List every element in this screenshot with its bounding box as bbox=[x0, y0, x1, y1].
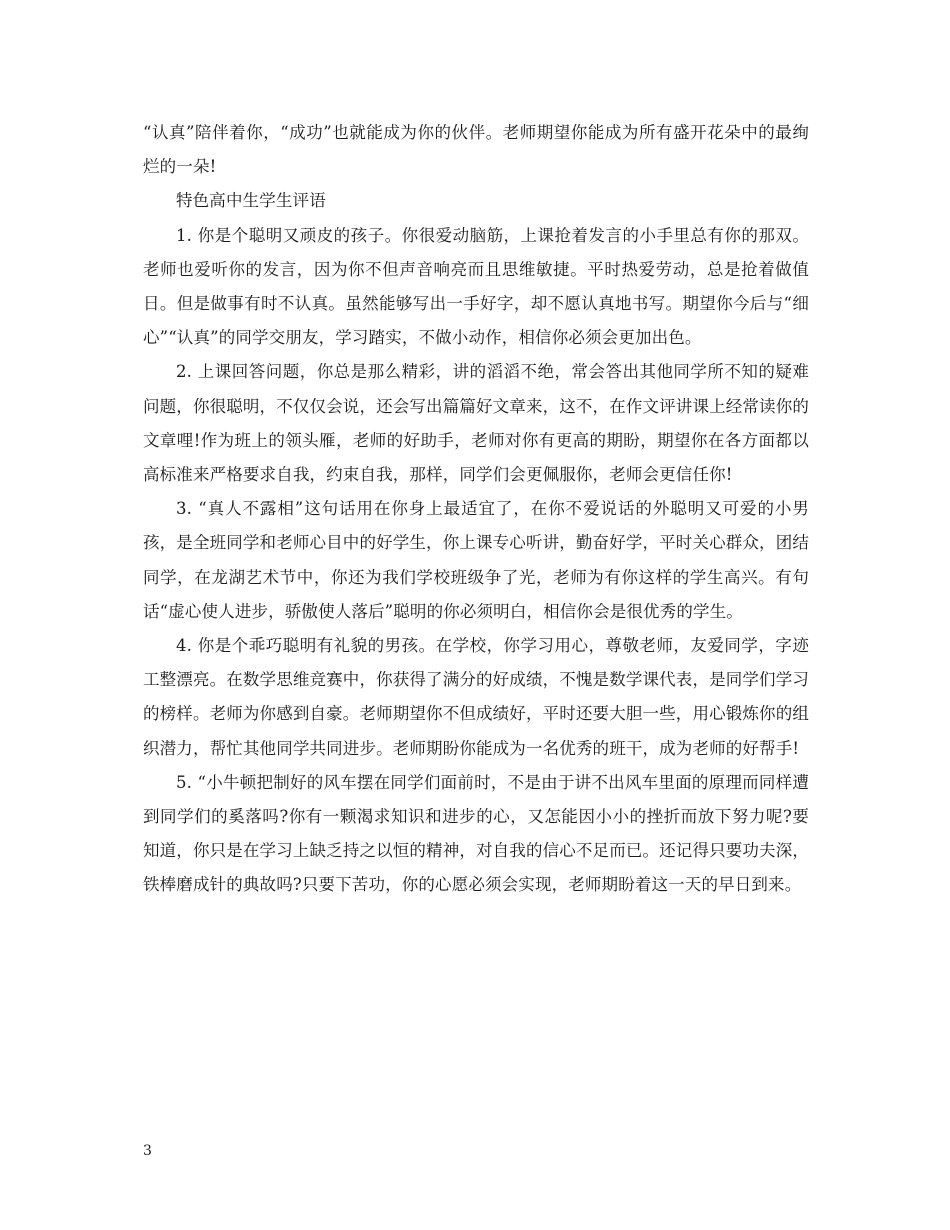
comment-paragraph-5: 5. “小牛顿把制好的风车摆在同学们面前时，不是由于讲不出风车里面的原理而同样遭到同学们的奚落吗?你有一颗渴求知识和进步的心，又怎能因小小的挫折而放下努力呢?要知道，你只是在学习上缺乏持之以恒的精神，对自我的信心不足而已。还记得只要功夫深，铁棒磨成针的典故吗?只要下苦功，你的心愿必须会实现，老师期盼着这一天的早日到来。 bbox=[143, 772, 809, 895]
comment-paragraph-3: 3. “真人不露相”这句话用在你身上最适宜了，在你不爱说话的外聪明又可爱的小男孩，是全班同学和老师心目中的好学生，你上课专心听讲，勤奋好学，平时关心群众，团结同学，在龙湖艺术节中，你还为我们学校班级争了光，老师为有你这样的学生高兴。有句话“虚心使人进步，骄傲使人落后”聪明的你必须明白，相信你会是很优秀的学生。 bbox=[143, 499, 809, 621]
section-heading: 特色高中生学生评语 bbox=[176, 191, 326, 211]
paragraph-intro-continuation: “认真”陪伴着你，“成功”也就能成为你的伙伴。老师期望你能成为所有盛开花朵中的最绚烂的一朵! bbox=[143, 123, 809, 177]
comment-paragraph-1: 1. 你是个聪明又顽皮的孩子。你很爱动脑筋，上课抢着发言的小手里总有你的那双。老师也爱听你的发言，因为你不但声音响亮而且思维敏捷。平时热爱劳动，总是抢着做值日。但是做事有时不认真。虽然能够写出一手好字，却不愿认真地书写。期望你今后与“细心”“认真”的同学交朋友，学习踏实，不做小动作，相信你必须会更加出色。 bbox=[143, 225, 809, 348]
comment-paragraph-2: 2. 上课回答问题，你总是那么精彩，讲的滔滔不绝，常会答出其他同学所不知的疑难问题，你很聪明，不仅仅会说，还会写出篇篇好文章来，这不，在作文评讲课上经常读你的文章哩!作为班上的领头雁，老师的好助手，老师对你有更高的期盼，期望你在各方面都以高标准来严格要求自我，约束自我，那样，同学们会更佩服你，老师会更信任你! bbox=[143, 362, 809, 485]
comment-paragraph-4: 4. 你是个乖巧聪明有礼貌的男孩。在学校，你学习用心，尊敬老师，友爱同学，字迹工整漂亮。在数学思维竞赛中，你获得了满分的好成绩，不愧是数学课代表，是同学们学习的榜样。老师为你感到自豪。老师期望你不但成绩好，平时还要大胆一些，用心锻炼你的组织潜力，帮忙其他同学共同进步。老师期盼你能成为一名优秀的班干，成为老师的好帮手! bbox=[143, 636, 809, 758]
document-body bbox=[143, 116, 809, 903]
page-number: 3 bbox=[143, 1143, 152, 1159]
